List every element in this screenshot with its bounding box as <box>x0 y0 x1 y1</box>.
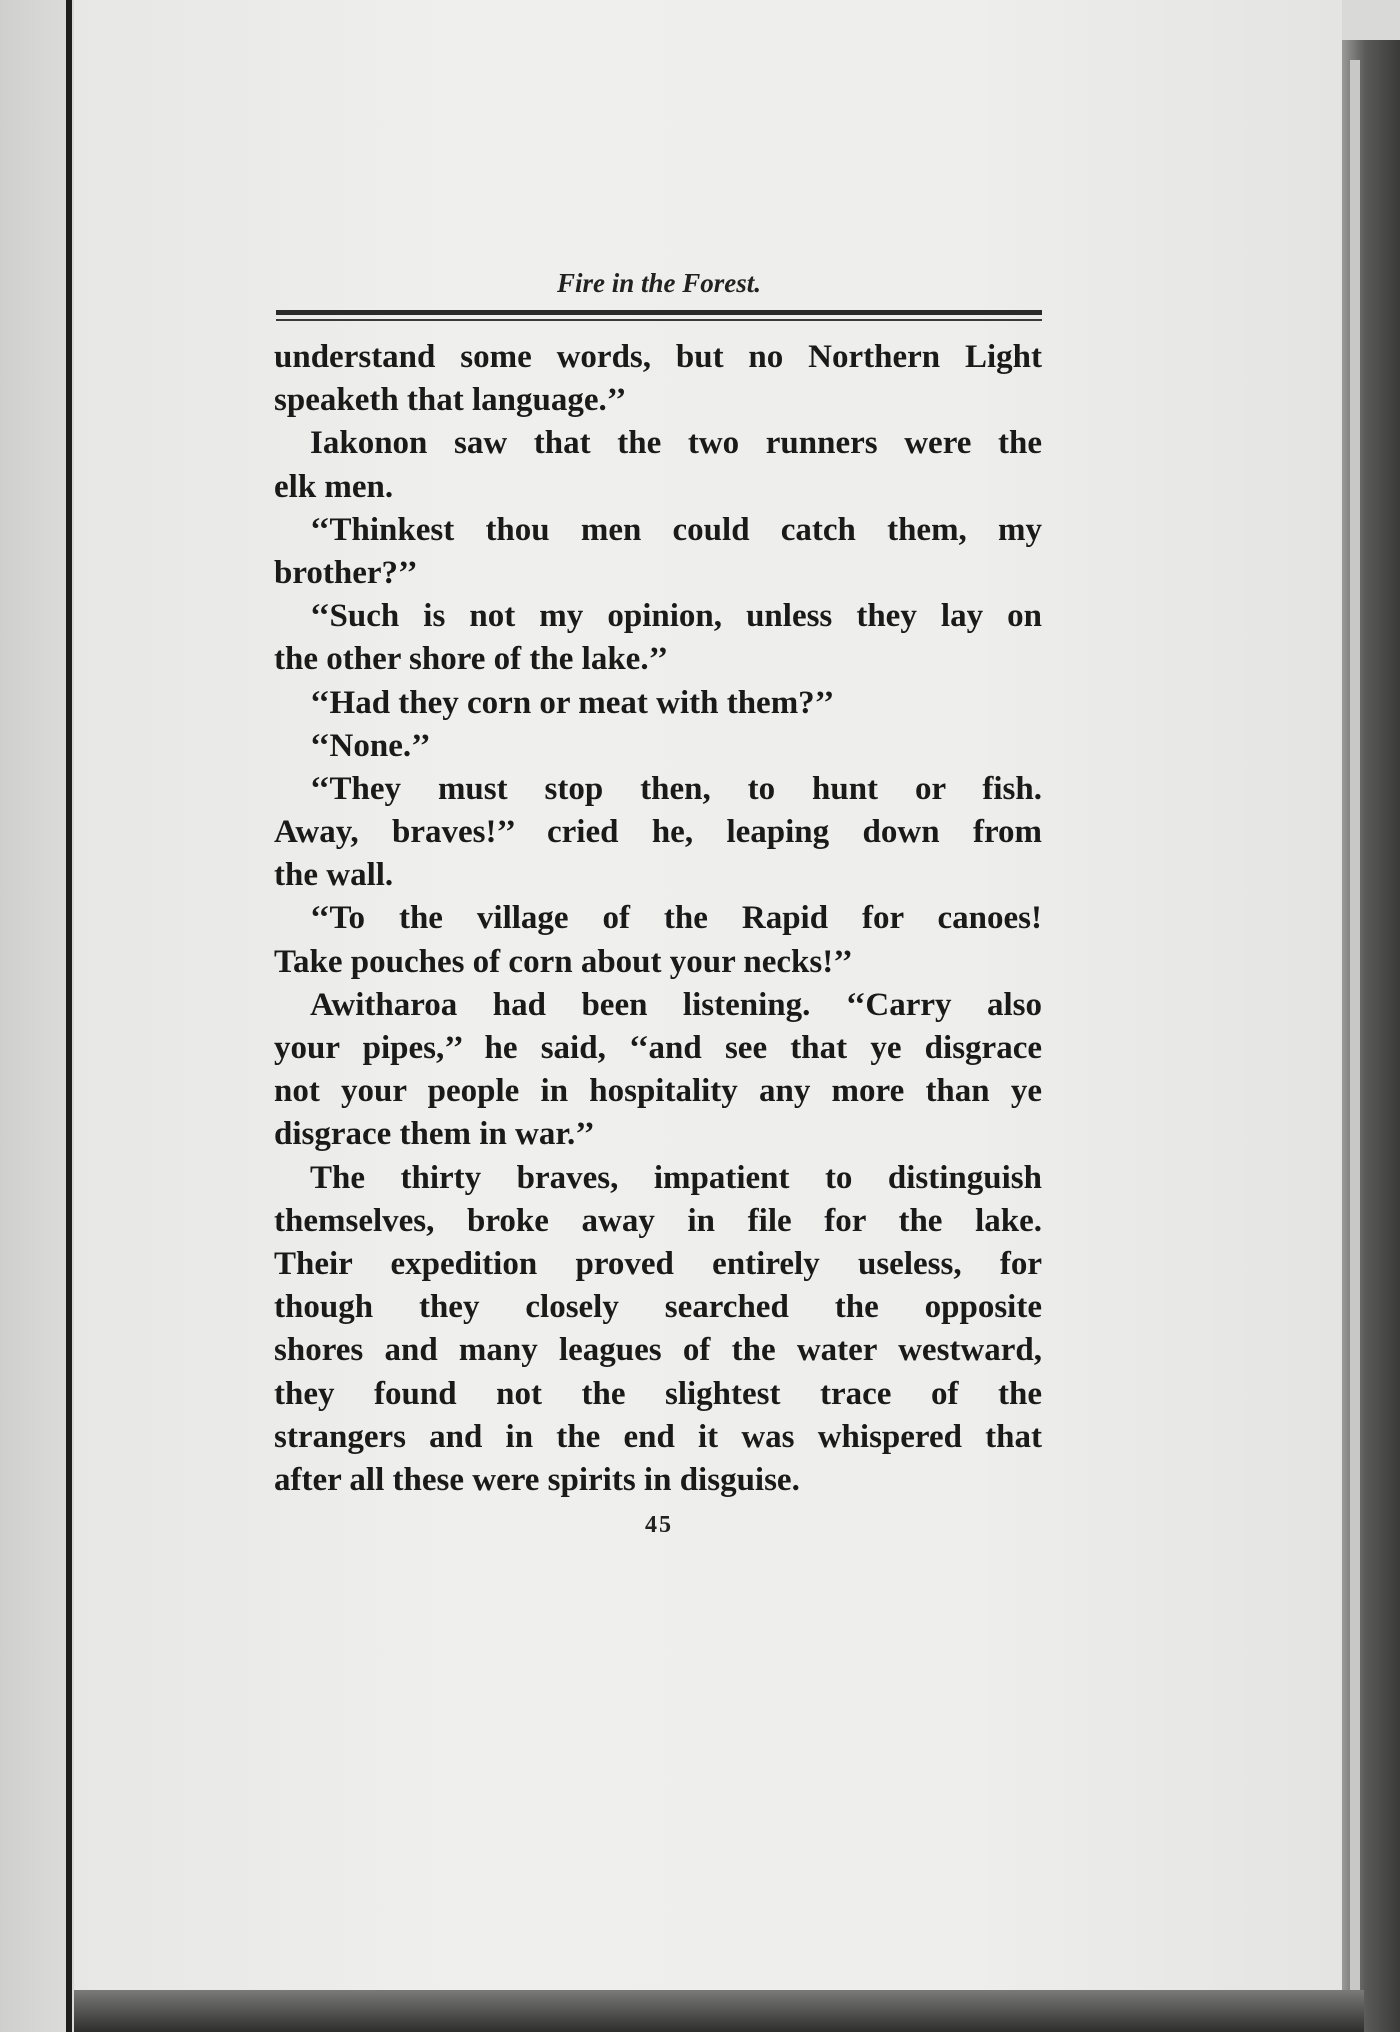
text-line: your pipes,’’ he said, ‘‘and see that ye disgrace <box>274 1030 1042 1066</box>
text-line: Away, braves!’’ cried he, leaping down from <box>274 814 1042 851</box>
text-line: the wall. <box>274 857 394 894</box>
header-rule <box>276 310 1042 315</box>
text-line: ‘‘Had they corn or meat with them?’’ <box>310 684 835 721</box>
text-line: after all these were spirits in disguise. <box>274 1461 800 1498</box>
previous-page-margin <box>0 0 70 2032</box>
text-line: they found not the slightest trace of the <box>274 1375 1042 1412</box>
text-line: not your people in hospitality any more than ye <box>274 1073 1042 1110</box>
bottom-page-edge <box>74 1990 1364 2032</box>
text-line: themselves, broke away in file for the lake. <box>274 1202 1042 1239</box>
text-line: brother?’’ <box>274 554 418 591</box>
text-line: speaketh that language.’’ <box>274 382 627 419</box>
text-line: ‘‘None.’’ <box>310 727 431 764</box>
page-body-text <box>274 336 1042 1502</box>
text-line: Awitharoa had been listening. ‘‘Carry also <box>310 986 1042 1023</box>
text-line: ‘‘To the village of the Rapid for canoes! <box>310 900 1042 937</box>
text-line: though they closely searched the opposite <box>274 1289 1042 1326</box>
text-line: elk men. <box>274 468 394 505</box>
text-line: ‘‘They must stop then, to hunt or fish. <box>310 770 1042 807</box>
running-head: Fire in the Forest. <box>556 268 762 298</box>
text-line: disgrace them in war.’’ <box>274 1116 595 1153</box>
text-line: The thirty braves, impatient to distinguish <box>310 1159 1042 1196</box>
text-line: strangers and in the end it was whispered that <box>274 1418 1042 1455</box>
header-rule-thin <box>276 319 1042 321</box>
text-line: shores and many leagues of the water westward, <box>274 1332 1042 1369</box>
text-line: ‘‘Thinkest thou men could catch them, my <box>310 511 1042 548</box>
text-line: understand some words, but no Northern Light <box>274 339 1042 375</box>
text-line: Iakonon saw that the two runners were the <box>310 425 1042 462</box>
book-gutter <box>66 0 72 2032</box>
text-line: ‘‘Such is not my opinion, unless they lay on <box>310 598 1042 635</box>
text-line: Take pouches of corn about your necks!’’ <box>274 943 853 980</box>
page-number: 45 <box>645 1512 673 1538</box>
page-stack-edge-light <box>1350 60 1360 2020</box>
text-line: the other shore of the lake.’’ <box>274 641 669 678</box>
text-line: Their expedition proved entirely useless, for <box>274 1245 1042 1282</box>
